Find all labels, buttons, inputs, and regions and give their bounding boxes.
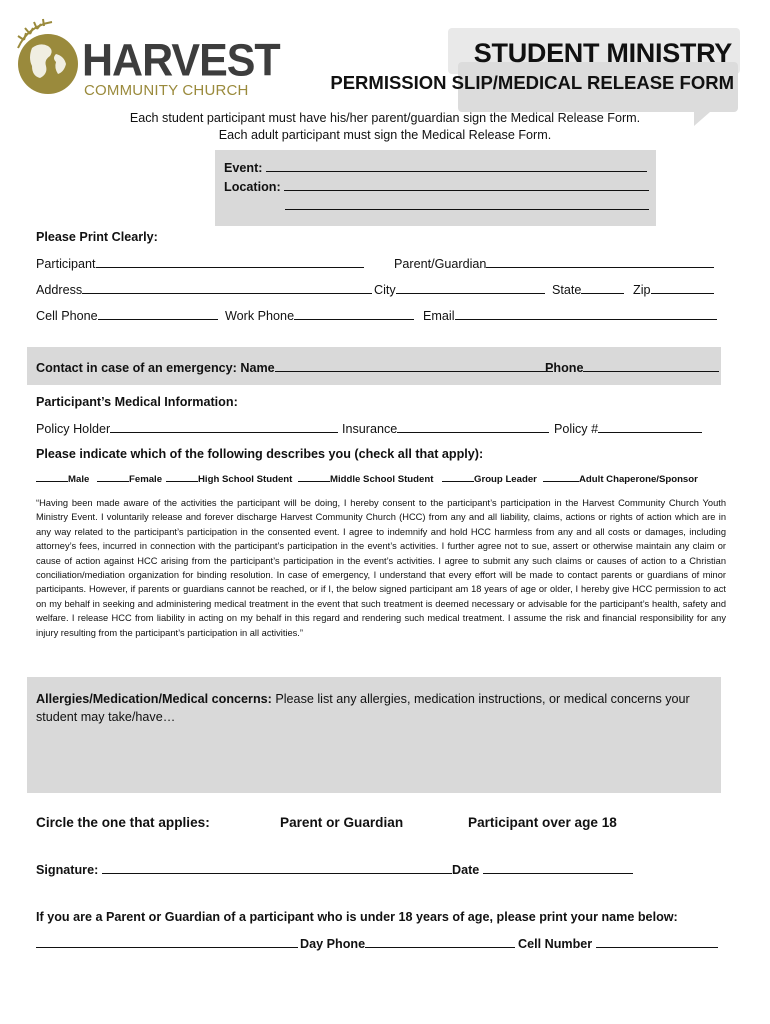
location-field-line-2[interactable] xyxy=(285,198,649,213)
legal-consent-text: “Having been made aware of the activities the participant will be doing, I hereby consent to the participant’s participation in the Harvest Community Church Youth Ministry Event. I voluntarily release and forever discharge Harvest Community Church (HCC) from any and all liability, claims, actions or rights of action which are in any way related to the participant’s participation in the consented event. I agree to indemnify and hold HCC harmless from any and all costs or damages, including attorney’s fees, incurred in connection with the participant’s participation in the event’s activities. I further agree not to sue, assert or otherwise maintain any claim or cause of action against HCC arising from the participant’s participation in the event’s activities. I agree to submit any such claims or causes of action to a Christian conciliation/mediation organization for binding resolution. In case of emergency, I understand that every effort will be made to contact parents or guardians of minor participants. However, if parents or guardians cannot be reached, or if I, the below signed participant am 18 years of age or older, I hereby give HCC permission to act on my behalf in seeking and administering medical treatment in the event that such treatment is deemed necessary or advisable for the participant’s health, safety and welfare. I release HCC from liability in acting on my behalf in this regard and rendering such medical treatment. I assume the risk and financial responsibility for any injury resulting from the participant’s participation in all activities.” xyxy=(36,498,726,638)
insurance-field[interactable] xyxy=(342,421,549,436)
signature-field[interactable] xyxy=(36,862,452,877)
guardian-name-field[interactable] xyxy=(36,936,298,951)
date-field[interactable] xyxy=(452,862,633,877)
emergency-phone-field[interactable] xyxy=(545,360,719,375)
state-field[interactable] xyxy=(552,282,624,297)
state-label: State xyxy=(552,283,582,297)
emergency-phone-label: Phone xyxy=(545,361,584,375)
emergency-name-field[interactable] xyxy=(36,360,553,375)
guardian-instruction: If you are a Parent or Guardian of a participant who is under 18 years of age, please print your name below: xyxy=(36,910,678,924)
option-middle-school[interactable]: Middle School Student xyxy=(298,472,433,485)
policy-holder-label: Policy Holder xyxy=(36,422,111,436)
address-field[interactable] xyxy=(36,282,372,297)
email-label: Email xyxy=(423,309,455,323)
intro-line-1: Each student participant must have his/her parent/guardian sign the Medical Release Form. xyxy=(129,111,641,125)
event-label: Event: xyxy=(224,161,263,175)
logo-subtitle: COMMUNITY CHURCH xyxy=(84,82,249,99)
globe-wheat-icon xyxy=(10,18,84,98)
option-parent-guardian[interactable]: Parent or Guardian xyxy=(280,815,404,830)
location-label: Location: xyxy=(224,180,281,194)
page-subtitle: PERMISSION SLIP/MEDICAL RELEASE FORM xyxy=(330,72,734,93)
emergency-label: Contact in case of an emergency: Name xyxy=(36,361,275,375)
indicate-heading: Please indicate which of the following describes you (check all that apply): xyxy=(36,447,484,461)
print-clearly-label: Please Print Clearly: xyxy=(36,230,158,244)
policy-number-label: Policy # xyxy=(554,422,599,436)
zip-label: Zip xyxy=(633,283,651,297)
day-phone-label: Day Phone xyxy=(300,937,366,951)
allergies-text: Please list any allergies, medication instructions, or medical concerns your student may take/have… xyxy=(36,692,690,724)
cell-number-label: Cell Number xyxy=(518,937,593,951)
option-female[interactable]: Female xyxy=(97,472,162,485)
date-label: Date xyxy=(452,863,480,877)
event-field[interactable] xyxy=(224,160,647,175)
cell-phone-label: Cell Phone xyxy=(36,309,98,323)
allergies-prompt xyxy=(36,690,706,726)
work-phone-label: Work Phone xyxy=(225,309,295,323)
email-field[interactable] xyxy=(423,308,717,323)
option-adult-chaperone[interactable]: Adult Chaperone/Sponsor xyxy=(543,472,698,485)
participant-field[interactable] xyxy=(36,256,364,271)
option-participant-over-18[interactable]: Participant over age 18 xyxy=(468,815,617,830)
parent-guardian-label: Parent/Guardian xyxy=(394,257,487,271)
option-male[interactable]: Male xyxy=(36,472,89,485)
location-field[interactable] xyxy=(224,179,649,194)
policy-number-field[interactable] xyxy=(554,421,702,436)
signature-label: Signature: xyxy=(36,863,99,877)
medical-info-heading: Participant’s Medical Information: xyxy=(36,395,238,409)
zip-field[interactable] xyxy=(633,282,714,297)
participant-label: Participant xyxy=(36,257,96,271)
parent-guardian-field[interactable] xyxy=(394,256,714,271)
city-field[interactable] xyxy=(374,282,545,297)
page-title: STUDENT MINISTRY xyxy=(473,38,732,68)
work-phone-field[interactable] xyxy=(225,308,414,323)
intro-line-2: Each adult participant must sign the Medical Release Form. xyxy=(218,128,552,142)
circle-label: Circle the one that applies: xyxy=(36,815,210,830)
option-high-school[interactable]: High School Student xyxy=(166,472,292,485)
insurance-label: Insurance xyxy=(342,422,398,436)
address-label: Address xyxy=(36,283,83,297)
logo-name: HARVEST xyxy=(82,35,280,87)
cell-phone-field[interactable] xyxy=(36,308,218,323)
cell-number-field[interactable] xyxy=(518,936,718,951)
policy-holder-field[interactable] xyxy=(36,421,338,436)
city-label: City xyxy=(374,283,396,297)
day-phone-field[interactable] xyxy=(300,936,515,951)
allergies-label: Allergies/Medication/Medical concerns: xyxy=(36,692,272,706)
option-group-leader[interactable]: Group Leader xyxy=(442,472,537,485)
